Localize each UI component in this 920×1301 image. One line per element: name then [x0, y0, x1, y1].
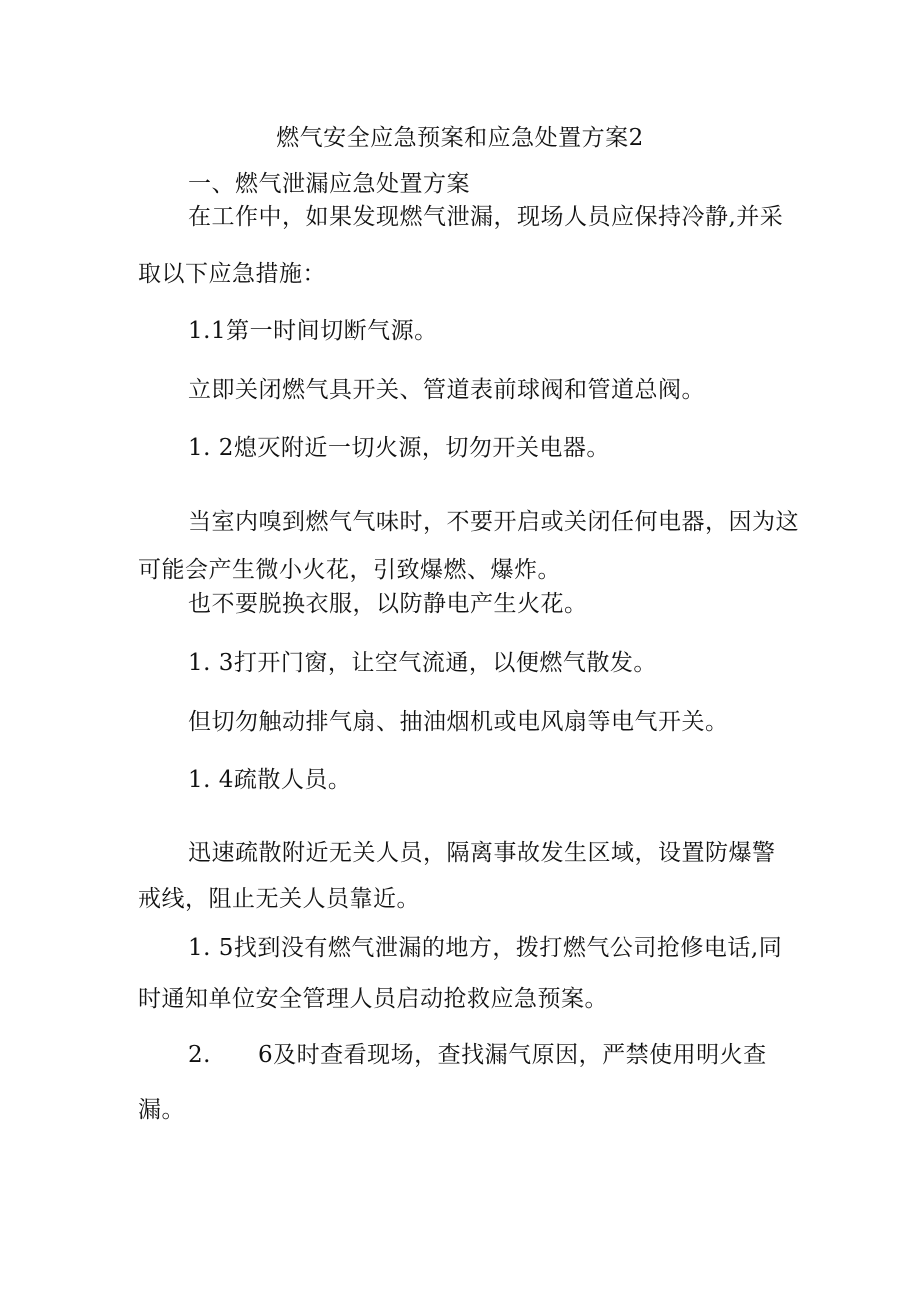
- step-1-2-body-line-2: 可能会产生微小火花，引致爆燃、爆炸。: [138, 557, 561, 583]
- step-1-1-body: 立即关闭燃气具开关、管道表前球阀和管道总阀。: [188, 377, 705, 403]
- step-1-3-body: 但切勿触动排气扇、抽油烟机或电风扇等电气开关。: [188, 709, 729, 735]
- step-1-5-line-1: 1. 5找到没有燃气泄漏的地方，拨打燃气公司抢修电话,同: [188, 935, 783, 961]
- step-2-6-line-2: 漏。: [138, 1097, 185, 1123]
- step-1-2-body-line-1: 当室内嗅到燃气气味时，不要开启或关闭任何电器，因为这: [188, 509, 799, 535]
- document-title: 燃气安全应急预案和应急处置方案2: [276, 125, 644, 151]
- intro-line-1: 在工作中，如果发现燃气泄漏，现场人员应保持冷静,并采: [188, 204, 784, 230]
- step-2-6-line-1: 6及时查看现场，查找漏气原因，严禁使用明火查: [258, 1042, 767, 1068]
- intro-line-2: 取以下应急措施：: [138, 261, 326, 287]
- step-1-2-heading: 1. 2熄灭附近一切火源，切勿开关电器。: [188, 435, 610, 461]
- step-1-1-heading: 1.1第一时间切断气源。: [188, 318, 438, 344]
- step-1-4-heading: 1. 4疏散人员。: [188, 767, 352, 793]
- section-heading: 一、燃气泄漏应急处置方案: [188, 171, 470, 197]
- step-1-2-body-line-3: 也不要脱换衣服，以防静电产生火花。: [188, 591, 588, 617]
- step-2-number: 2.: [188, 1042, 211, 1068]
- step-1-4-body-line-1: 迅速疏散附近无关人员，隔离事故发生区域，设置防爆警: [188, 840, 776, 866]
- step-1-4-body-line-2: 戒线，阻止无关人员靠近。: [138, 886, 420, 912]
- step-1-5-line-2: 时通知单位安全管理人员启动抢救应急预案。: [138, 986, 608, 1012]
- step-1-3-heading: 1. 3打开门窗，让空气流通，以便燃气散发。: [188, 650, 657, 676]
